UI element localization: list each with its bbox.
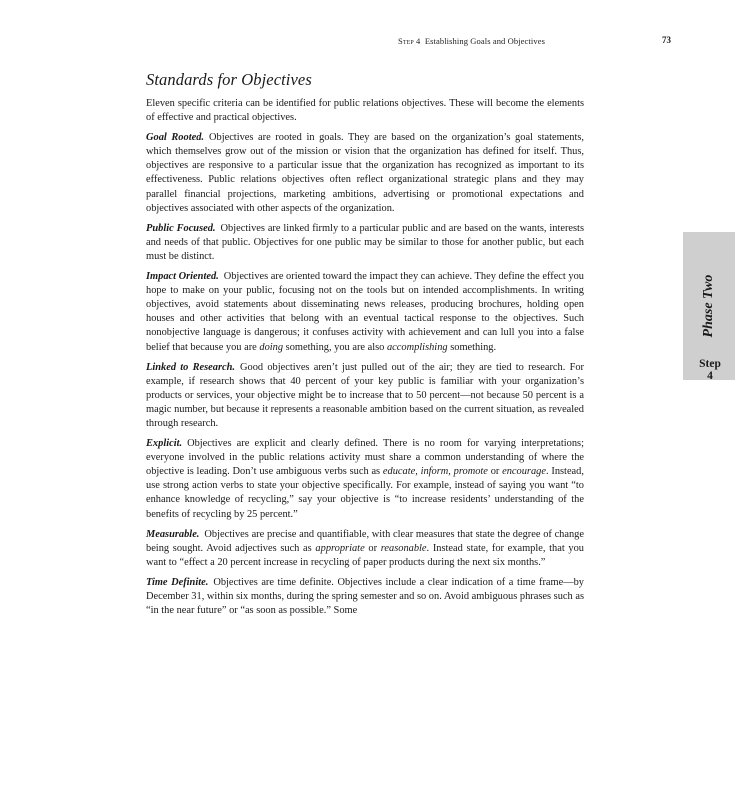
criterion-emphasis: accomplishing: [386, 341, 448, 353]
running-head-chapter: Establishing Goals and Objectives: [424, 36, 545, 46]
criterion-measurable: [146, 528, 584, 570]
criterion-text: Objectives are linked firmly to a particular public and are based on the wants, interests and needs of that public. Objectives for one public may be similar to those for another public, but each must be distinct.: [146, 222, 584, 262]
criterion-text: Objectives are oriented toward the impact they can achieve. They define the effect you hope to make on your public, focusing not on the tools but on intended accomplishments. In writing objectives, avoid statements about disseminating news releases, producing brochures, holding open houses and other activities that belong with an eventual tactical response to the objectives. Such nonobjective language is dangerous; it confuses activity with achievement and can lull you into a false belief that because you are: [146, 271, 584, 353]
step-tab-word: Step: [699, 358, 721, 370]
criterion-heading: Measurable.: [146, 528, 200, 540]
criterion-text: or: [368, 542, 378, 554]
criterion-heading: Explicit.: [146, 438, 183, 450]
step-tab: [694, 358, 726, 382]
running-head: [398, 36, 545, 46]
page-content: [146, 70, 584, 624]
criterion-time-definite: [146, 576, 584, 618]
running-head-step: Step 4: [398, 36, 421, 46]
criterion-public-focused: [146, 222, 584, 264]
phase-label: Phase Two: [701, 274, 716, 338]
criterion-emphasis: encourage: [502, 466, 546, 478]
criterion-impact-oriented: [146, 270, 584, 355]
criterion-goal-rooted: [146, 131, 584, 216]
criterion-heading: Goal Rooted.: [146, 132, 204, 144]
criterion-text: or: [490, 466, 500, 478]
criterion-text: . Instead, use strong action verbs to state your objective specifically. For example, instead of saying you want “to enhance knowledge of recycling,” say your objective is “to increase residents’ understanding of the benefits of recycling by 25 percent.”: [146, 466, 584, 520]
section-title: Standards for Objectives: [146, 70, 312, 89]
criterion-explicit: [146, 437, 584, 522]
criterion-text: Objectives are precise and quantifiable, with clear measures that state the degree of change being sought. Avoid adjectives such as: [146, 528, 584, 554]
criterion-text: something.: [450, 341, 497, 353]
criterion-emphasis: doing: [259, 341, 284, 353]
criterion-heading: Linked to Research.: [146, 361, 236, 373]
criterion-emphasis: reasonable: [380, 542, 427, 554]
intro-paragraph: Eleven specific criteria can be identified for public relations objectives. These will become the elements of effective and practical objectives.: [146, 98, 584, 124]
criterion-heading: Public Focused.: [146, 222, 216, 234]
page-number: 73: [662, 35, 671, 45]
criterion-emphasis: educate, inform, promote: [382, 466, 488, 478]
criterion-text: Objectives are rooted in goals. They are based on the organization’s goal statements, which themselves grow out of the mission or vision that the organization has defined for itself. Thus, objectives are responsive to a particular issue that the organization has recognized as important to its effectiveness. Public relations objectives often reflect organizational strategic plans and they may parallel financial projections, marketing ambitions, advertising or promotional expectations and objectives associated with other aspects of the organization.: [146, 132, 585, 214]
criterion-text: Objectives are explicit and clearly defined. There is no room for varying interpretations; everyone involved in the public relations activity must share a common understanding of where the objective is leading. Don’t use ambiguous verbs such as: [146, 438, 584, 478]
step-tab-number: 4: [707, 370, 713, 382]
criterion-text: . Instead state, for example, that you want to “effect a 20 percent increase in recycling of paper products during the next six months.”: [146, 542, 584, 568]
criterion-linked-to-research: [146, 361, 584, 431]
criterion-heading: Time Definite.: [146, 576, 209, 588]
criterion-emphasis: appropriate: [315, 542, 365, 554]
criterion-text: something, you are also: [285, 341, 385, 353]
criterion-text: Good objectives aren’t just pulled out of the air; they are tied to research. For example, if research shows that 40 percent of your key public is familiar with your organization’s products or services, your objective might be to increase that to 50 percent—not because 50 percent is a magic number, but because it represents a reasonable ambition based on the current situation, as revealed through research.: [146, 361, 585, 429]
criterion-heading: Impact Oriented.: [146, 271, 219, 283]
criterion-text: Objectives are time definite. Objectives include a clear indication of a time frame—by December 31, within six months, during the spring semester and so on. Avoid ambiguous phrases such as “in the near future” or “as soon as possible.” Some: [146, 576, 584, 617]
